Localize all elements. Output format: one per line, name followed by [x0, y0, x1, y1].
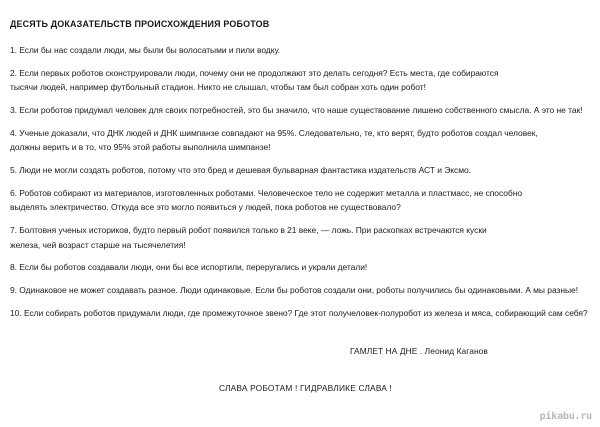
- proof-item: [10, 306, 600, 320]
- proof-line: 4. Ученые доказали, что ДНК людей и ДНК шимпанзе совпадают на 95%. Следовательно, те, кто верят, будто роботов создал человек,: [10, 127, 538, 138]
- proof-item: [10, 260, 600, 274]
- proof-line: 10. Если собирать роботов придумали люди, где промежуточное звено? Где этот получеловек-полуробот из железа и мяса, собирающий сам себя?: [10, 308, 588, 319]
- proof-list: [10, 43, 594, 321]
- proof-line: тысячи людей, например футбольный стадион. Никто не слышал, чтобы там был собран хоть один робот!: [10, 82, 426, 93]
- proof-item: [10, 43, 600, 57]
- proof-line: 5. Люди не могли создать роботов, потому что это бред и дешевая бульварная фантастика издательств АСТ и Эксмо.: [10, 165, 471, 176]
- proof-item: [10, 223, 600, 252]
- proof-line: 1. Если бы нас создали люди, мы были бы волосатыми и пили водку.: [10, 45, 281, 55]
- proof-line: 9. Одинаковое не может создавать разное. Люди одинаковые. Если бы роботов создали они, роботы получились бы одинаковыми. А мы разные!: [10, 285, 579, 296]
- proof-item: [10, 163, 600, 177]
- proof-line: 3. Если роботов придумал человек для своих потребностей, это бы значило, что наше существование лишено собственного смысла. А это не так!: [10, 105, 583, 116]
- proof-item: [10, 283, 600, 297]
- proof-line: 8. Если бы роботов создавали люди, они бы все испортили, переругались и украли детали!: [10, 262, 368, 273]
- closing-slogan: СЛАВА РОБОТАМ ! ГИДРАВЛИКЕ СЛАВА !: [219, 382, 393, 393]
- proof-line: железа, чей возраст старше на тысячелетия!: [10, 239, 186, 250]
- pikabu-watermark: pikabu.ru: [539, 411, 592, 422]
- proof-item: [10, 186, 600, 215]
- proof-item: [10, 126, 600, 155]
- author-signature: ГАМЛЕТ НА ДНЕ . Леонид Каганов: [350, 345, 488, 356]
- proof-line: 6. Роботов собирают из материалов, изготовленных роботами. Человеческое тело не содержит металла и пластмасс, не способно: [10, 188, 523, 199]
- proof-line: 7. Болтовня ученых историков, будто первый робот появился только в 21 веке, — ложь. При раскопках встречаются куски: [10, 225, 487, 236]
- proof-line: выделять электричество. Откуда все это могло появиться у людей, пока роботов не существовало?: [10, 202, 401, 213]
- proof-item: [10, 103, 600, 117]
- proof-item: [10, 66, 600, 95]
- proof-line: 2. Если первых роботов сконструировали люди, почему они не продолжают это делать сегодня? Есть места, где собираются: [10, 67, 499, 78]
- proof-line: должны верить и в то, что 95% этой работы выполнила шимпанзе!: [10, 142, 271, 153]
- page-title: ДЕСЯТЬ ДОКАЗАТЕЛЬСТВ ПРОИСХОЖДЕНИЯ РОБОТОВ: [10, 19, 270, 29]
